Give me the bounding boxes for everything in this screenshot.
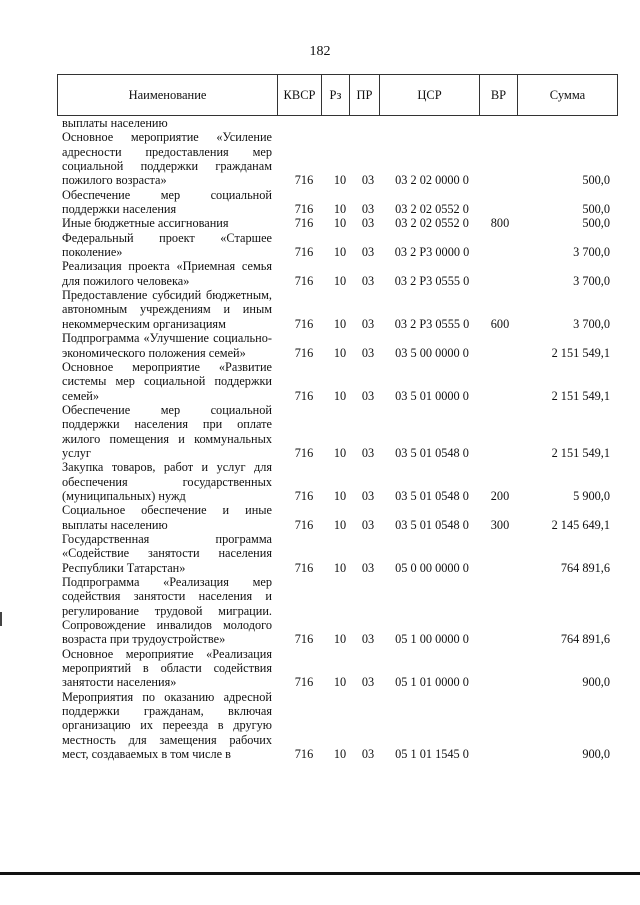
table-row — [62, 130, 614, 187]
header-pr: ПР — [350, 75, 380, 116]
row-kvsr: 716 — [294, 316, 314, 331]
row-sum: 3 700,0 — [573, 245, 610, 260]
table-header — [57, 74, 618, 116]
row-csr: 03 5 01 0548 0 — [395, 517, 469, 532]
row-name: Обеспечение мер социальной поддержки населения — [62, 187, 272, 217]
row-kvsr: 716 — [294, 488, 314, 503]
table-row — [62, 503, 614, 532]
row-pr: 03 — [361, 316, 375, 331]
row-name: Подпрограмма «Реализация мер содействия занятости населения и регулирование трудовой миграции. Сопровождение инвалидов молодого возраста при трудоустройстве» — [62, 575, 272, 647]
row-name: Обеспечение мер социальной поддержки населения при оплате жилого помещения и коммунальных услуг — [62, 402, 272, 460]
row-rz: 10 — [333, 173, 347, 188]
row-sum: 764 891,6 — [560, 632, 610, 647]
row-name: Закупка товаров, работ и услуг для обеспечения государственных (муниципальных) нужд — [62, 460, 272, 503]
header-csr: ЦСР — [380, 75, 480, 116]
row-vr: 200 — [490, 488, 510, 503]
row-rz: 10 — [333, 388, 347, 403]
row-pr: 03 — [361, 245, 375, 260]
row-rz: 10 — [333, 632, 347, 647]
scan-edge-mark — [0, 612, 2, 626]
row-pr: 03 — [361, 560, 375, 575]
row-kvsr: 716 — [294, 632, 314, 647]
row-csr: 03 2 P3 0555 0 — [394, 316, 470, 331]
bottom-border — [0, 872, 640, 875]
row-name: Иные бюджетные ассигнования — [62, 216, 229, 231]
row-sum: 500,0 — [582, 173, 610, 188]
row-kvsr: 716 — [294, 216, 314, 231]
row-sum: 900,0 — [582, 675, 610, 690]
header-rz: Рз — [322, 75, 350, 116]
row-rz: 10 — [333, 560, 347, 575]
row-name: Основное мероприятие «Реализация мероприятий в области содействия занятости населения» — [62, 646, 272, 690]
row-kvsr: 716 — [294, 245, 314, 260]
table-row — [62, 460, 614, 503]
row-sum: 2 145 649,1 — [551, 517, 610, 532]
row-pr: 03 — [361, 273, 375, 288]
table-row — [62, 259, 614, 288]
row-csr: 03 5 01 0548 0 — [395, 445, 469, 460]
row-csr: 03 5 01 0000 0 — [395, 388, 469, 403]
row-name: Основное мероприятие «Развитие системы мер социальной поддержки семей» — [62, 359, 272, 403]
row-csr: 05 1 01 0000 0 — [395, 675, 469, 690]
table-row — [62, 288, 614, 331]
row-rz: 10 — [333, 675, 347, 690]
table-row — [62, 690, 614, 762]
row-sum: 500,0 — [582, 202, 610, 217]
row-sum: 900,0 — [582, 747, 610, 762]
row-csr: 03 2 02 0000 0 — [395, 173, 469, 188]
row-name: Мероприятия по оказанию адресной поддержки гражданам, включая организацию их переезда в другую местность для замещения рабочих мест, создаваемых в том числе в — [62, 689, 272, 762]
row-rz: 10 — [333, 345, 347, 360]
table-row — [62, 575, 614, 647]
row-rz: 10 — [333, 202, 347, 217]
row-kvsr: 716 — [294, 445, 314, 460]
table-row — [62, 116, 614, 130]
row-pr: 03 — [361, 675, 375, 690]
row-vr: 300 — [490, 517, 510, 532]
row-csr: 03 2 P3 0555 0 — [394, 273, 470, 288]
row-pr: 03 — [361, 173, 375, 188]
row-name: Подпрограмма «Улучшение социально-экономического положения семей» — [62, 331, 272, 360]
table-row — [62, 216, 614, 230]
row-csr: 03 5 01 0548 0 — [395, 488, 469, 503]
row-rz: 10 — [333, 747, 347, 762]
row-vr: 800 — [490, 216, 510, 231]
row-sum: 500,0 — [582, 216, 610, 231]
table-row — [62, 231, 614, 260]
row-rz: 10 — [333, 488, 347, 503]
header-kvsr: КВСР — [278, 75, 322, 116]
row-csr: 03 5 00 0000 0 — [395, 345, 469, 360]
row-pr: 03 — [361, 216, 375, 231]
row-sum: 2 151 549,1 — [551, 388, 610, 403]
row-rz: 10 — [333, 445, 347, 460]
row-pr: 03 — [361, 488, 375, 503]
header-sum: Сумма — [518, 75, 618, 116]
row-rz: 10 — [333, 216, 347, 231]
table-row — [62, 188, 614, 217]
row-rz: 10 — [333, 517, 347, 532]
header-vr: ВР — [480, 75, 518, 116]
row-kvsr: 716 — [294, 345, 314, 360]
row-sum: 764 891,6 — [560, 560, 610, 575]
row-name: Основное мероприятие «Усиление адресности предоставления мер социальной поддержки гражданам пожилого возраста» — [62, 130, 272, 188]
row-pr: 03 — [361, 517, 375, 532]
row-pr: 03 — [361, 632, 375, 647]
row-pr: 03 — [361, 202, 375, 217]
row-name: Государственная программа «Содействие занятости населения Республики Татарстан» — [62, 531, 272, 575]
row-csr: 03 2 02 0552 0 — [395, 202, 469, 217]
row-kvsr: 716 — [294, 202, 314, 217]
row-pr: 03 — [361, 445, 375, 460]
row-csr: 05 1 01 1545 0 — [395, 747, 469, 762]
row-kvsr: 716 — [294, 675, 314, 690]
row-csr: 03 2 02 0552 0 — [395, 216, 469, 231]
row-name: Социальное обеспечение и иные выплаты населению — [62, 503, 272, 532]
row-pr: 03 — [361, 747, 375, 762]
row-sum: 2 151 549,1 — [551, 345, 610, 360]
row-rz: 10 — [333, 273, 347, 288]
row-pr: 03 — [361, 345, 375, 360]
table-row — [62, 532, 614, 575]
row-sum: 2 151 549,1 — [551, 445, 610, 460]
row-sum: 3 700,0 — [573, 273, 610, 288]
row-name: Предоставление субсидий бюджетным, автономным учреждениям и иным некоммерческим организациям — [62, 288, 272, 331]
row-sum: 3 700,0 — [573, 316, 610, 331]
row-sum: 5 900,0 — [573, 488, 610, 503]
row-rz: 10 — [333, 245, 347, 260]
row-rz: 10 — [333, 316, 347, 331]
row-kvsr: 716 — [294, 173, 314, 188]
row-kvsr: 716 — [294, 560, 314, 575]
row-kvsr: 716 — [294, 388, 314, 403]
page-number: 182 — [309, 44, 331, 59]
table-row — [62, 647, 614, 690]
row-csr: 03 2 P3 0000 0 — [394, 245, 470, 260]
row-name: выплаты населению — [62, 116, 168, 130]
row-csr: 05 1 00 0000 0 — [395, 632, 469, 647]
row-kvsr: 716 — [294, 747, 314, 762]
row-kvsr: 716 — [294, 517, 314, 532]
table-row — [62, 403, 614, 460]
header-name: Наименование — [58, 75, 278, 116]
row-csr: 05 0 00 0000 0 — [395, 560, 469, 575]
table-body — [62, 116, 614, 761]
row-name: Федеральный проект «Старшее поколение» — [62, 230, 272, 260]
row-kvsr: 716 — [294, 273, 314, 288]
row-pr: 03 — [361, 388, 375, 403]
table-row — [62, 331, 614, 360]
table-row — [62, 360, 614, 403]
row-vr: 600 — [490, 316, 510, 331]
row-name: Реализация проекта «Приемная семья для пожилого человека» — [62, 259, 272, 288]
